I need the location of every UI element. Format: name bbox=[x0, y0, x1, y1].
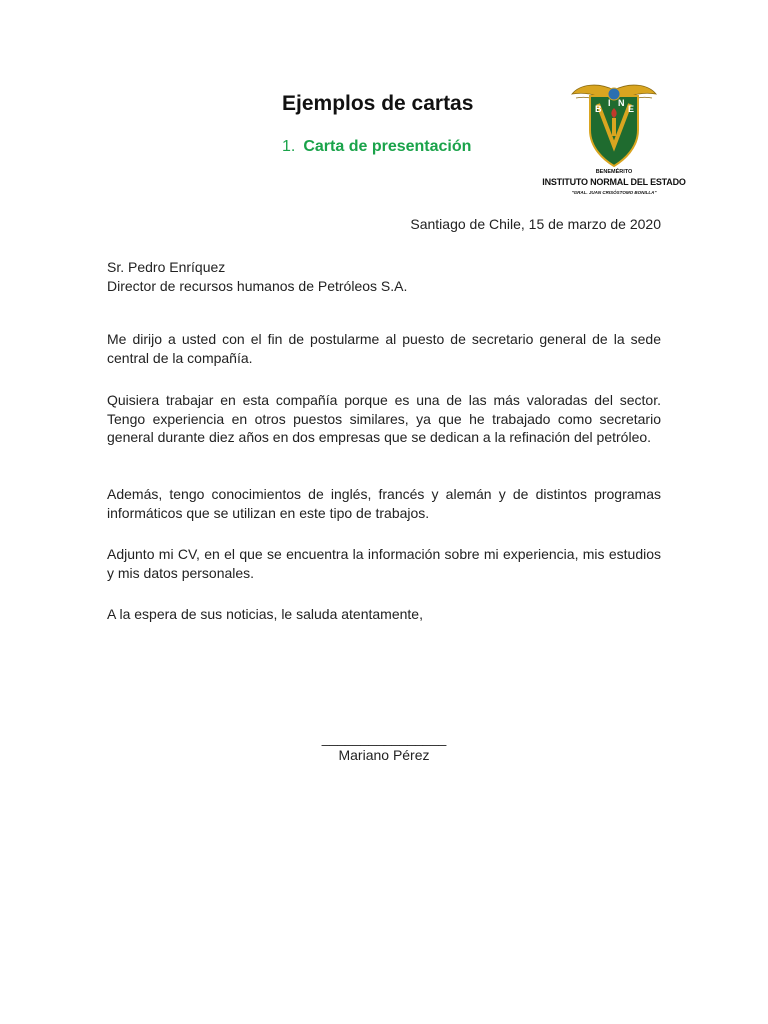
letter-paragraph: Además, tengo conocimientos de inglés, francés y alemán y de distintos programas informáticos que se utilizan en este tipo de trabajos. bbox=[107, 486, 661, 521]
letter-paragraph: Quisiera trabajar en esta compañía porque es una de las más valoradas del sector. Tengo experiencia en otros puestos similares, ya que he trabajado como secretario general durante diez años en dos empresas que se dedican a la refinación del petróleo. bbox=[107, 392, 661, 445]
logo-line-1: BENEMÉRITO bbox=[595, 169, 633, 175]
section-title: Carta de presentación bbox=[303, 138, 472, 155]
logo-line-3: "GRAL. JUAN CRISÓSTOMO BONILLA" bbox=[571, 190, 657, 195]
signature-block bbox=[300, 730, 468, 764]
svg-text:E: E bbox=[628, 104, 635, 114]
svg-text:I: I bbox=[608, 98, 611, 108]
letter-paragraph: Me dirijo a usted con el fin de postularme al puesto de secretario general de la sede central de la compañía. bbox=[107, 331, 661, 366]
signature-line: ________________ bbox=[321, 730, 447, 746]
signature-name: Mariano Pérez bbox=[338, 747, 430, 763]
logo-line-2: INSTITUTO NORMAL DEL ESTADO bbox=[542, 177, 686, 187]
section-heading bbox=[282, 138, 471, 156]
recipient-block bbox=[107, 258, 407, 296]
letter-paragraph: Adjunto mi CV, en el que se encuentra la información sobre mi experiencia, mis estudios y mis datos personales. bbox=[107, 546, 661, 581]
recipient-title: Director de recursos humanos de Petróleos S.A. bbox=[107, 278, 408, 294]
page-title: Ejemplos de cartas bbox=[282, 92, 474, 115]
svg-text:N: N bbox=[618, 98, 625, 108]
closing-line: A la espera de sus noticias, le saluda atentamente, bbox=[107, 606, 423, 622]
svg-text:B: B bbox=[595, 104, 602, 114]
institution-logo bbox=[540, 80, 688, 202]
shield-emblem-icon bbox=[568, 80, 660, 170]
recipient-name: Sr. Pedro Enríquez bbox=[107, 259, 226, 275]
section-number: 1. bbox=[282, 138, 296, 155]
date-line: Santiago de Chile, 15 de marzo de 2020 bbox=[410, 216, 661, 232]
